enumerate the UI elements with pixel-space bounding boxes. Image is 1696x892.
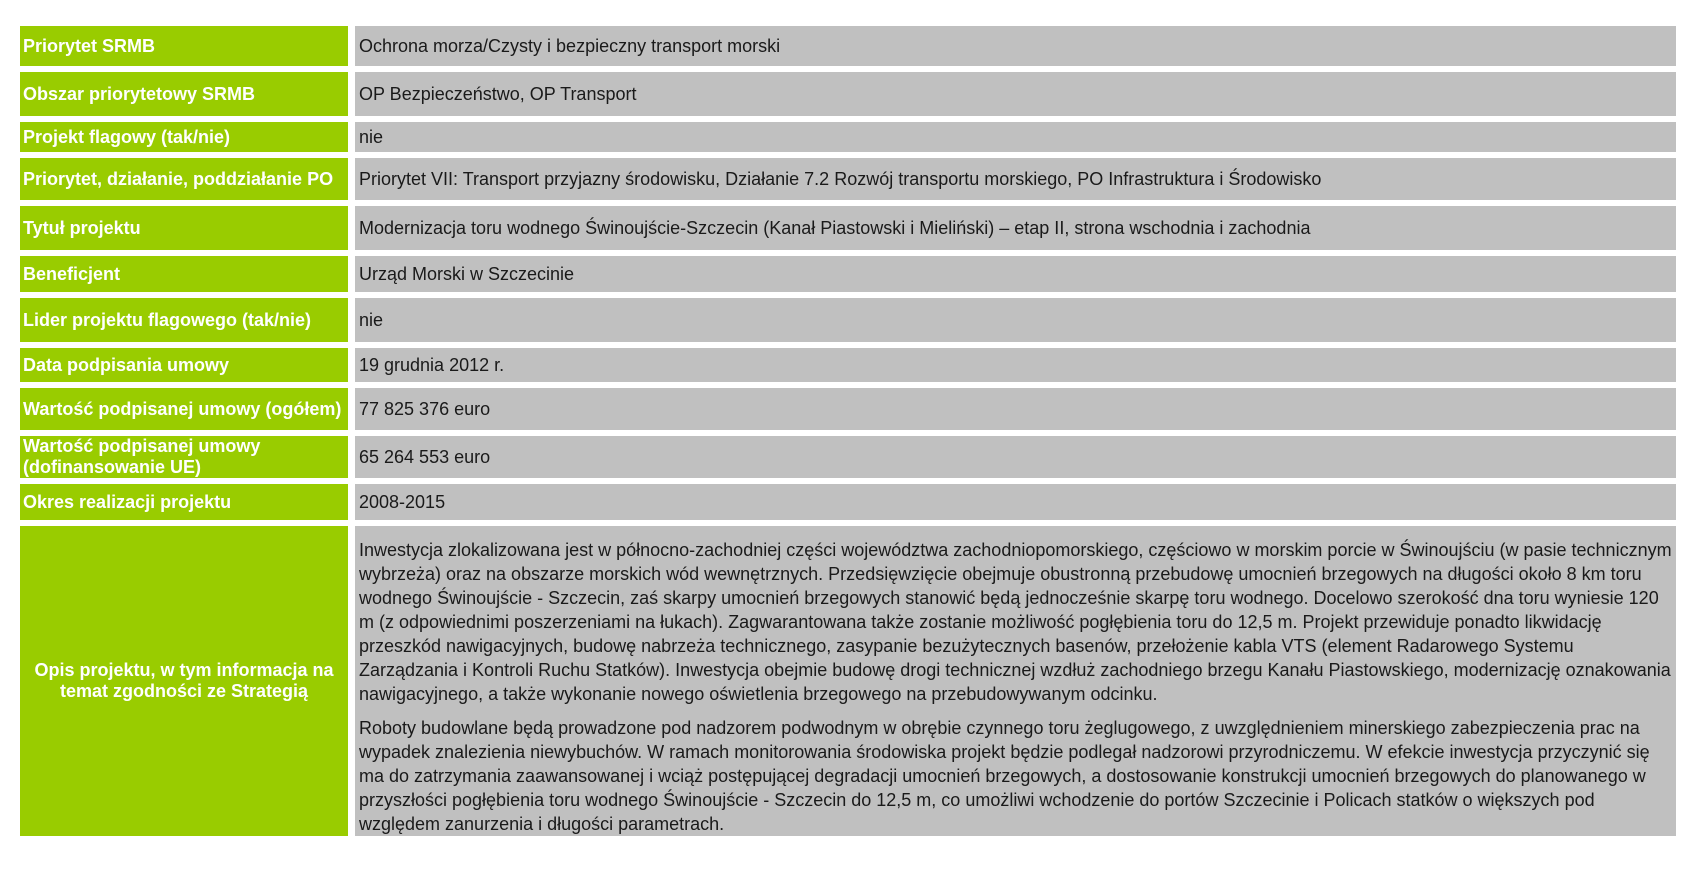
- row-value: 2008-2015: [355, 484, 1676, 520]
- row-value: Modernizacja toru wodnego Świnoujście-Szczecin (Kanał Piastowski i Mieliński) – etap II, strona wschodnia i zachodnia: [355, 206, 1676, 250]
- row-label: Priorytet SRMB: [20, 26, 348, 66]
- row-wartosc-dofinansowanie: [20, 436, 1676, 478]
- row-label: Lider projektu flagowego (tak/nie): [20, 298, 348, 342]
- row-label: Okres realizacji projektu: [20, 484, 348, 520]
- row-beneficjent: [20, 256, 1676, 292]
- row-opis-projektu: [20, 526, 1676, 836]
- description-paragraph: Inwestycja zlokalizowana jest w północno-zachodniej części województwa zachodniopomorskiego, częściowo w morskim porcie w Świnoujściu (w pasie technicznym wybrzeża) oraz na obszarze morskich wód wewnętrznych. Przedsięwzięcie obejmuje obustronną przebudowę umocnień brzegowych na długości około 8 km toru wodnego Świnoujście - Szczecin, zaś skarpy umocnień brzegowych stanowić będą jednocześnie skarpę toru wodnego. Docelowo szerokość dna toru wyniesie 120 m (z odpowiednimi poszerzeniami na łukach). Zagwarantowana także zostanie możliwość pogłębienia toru do 12,5 m. Projekt przewiduje ponadto likwidację przeszkód nawigacyjnych, budowę nabrzeża technicznego, zasypanie bezużytecznych basenów, przełożenie kabla VTS (element Radarowego Systemu Zarządzania i Kontroli Ruchu Statków). Inwestycja obejmie budowę drogi technicznej wzdłuż zachodniego brzegu Kanału Piastowskiego, modernizację oznakowania nawigacyjnego, a także wykonanie nowego oświetlenia brzegowego na przebudowywanym odcinku.: [359, 540, 1672, 704]
- description-body: [355, 526, 1676, 836]
- description-paragraph: Roboty budowlane będą prowadzone pod nadzorem podwodnym w obrębie czynnego toru żeglugowego, z uwzględnieniem minerskiego zabezpieczenia prac na wypadek znalezienia niewybuchów. W ramach monitorowania środowiska projekt będzie podlegał nadzorowi przyrodniczemu. W efekcie inwestycja przyczynić się ma do zatrzymania zaawansowanej i wciąż postępującej degradacji umocnień brzegowych, a dostosowanie konstrukcji umocnień brzegowych do planowanego w przyszłości pogłębienia toru wodnego Świnoujście - Szczecin do 12,5 m, co umożliwi wchodzenie do portów Szczecinie i Policach statków o większych pod względem zanurzenia i długości parametrach.: [359, 718, 1650, 834]
- row-label: Priorytet, działanie, poddziałanie PO: [20, 158, 348, 200]
- row-value: nie: [355, 122, 1676, 152]
- row-obszar-priorytetowy: [20, 72, 1676, 116]
- row-label: Wartość podpisanej umowy (dofinansowanie UE): [20, 436, 348, 478]
- row-wartosc-ogolem: [20, 388, 1676, 430]
- row-value: Priorytet VII: Transport przyjazny środowisku, Działanie 7.2 Rozwój transportu morskiego, PO Infrastruktura i Środowisko: [355, 158, 1676, 200]
- row-priorytet-srmb: [20, 26, 1676, 66]
- row-label: Projekt flagowy (tak/nie): [20, 122, 348, 152]
- row-value: 65 264 553 euro: [355, 436, 1676, 478]
- row-okres-realizacji: [20, 484, 1676, 520]
- row-lider-projektu: [20, 298, 1676, 342]
- description-label: Opis projektu, w tym informacja na temat zgodności ze Strategią: [20, 526, 348, 836]
- row-data-podpisania: [20, 348, 1676, 382]
- row-value: OP Bezpieczeństwo, OP Transport: [355, 72, 1676, 116]
- row-value: Ochrona morza/Czysty i bezpieczny transport morski: [355, 26, 1676, 66]
- row-value: Urząd Morski w Szczecinie: [355, 256, 1676, 292]
- row-value: 19 grudnia 2012 r.: [355, 348, 1676, 382]
- project-info-table: [20, 26, 1676, 842]
- row-label: Data podpisania umowy: [20, 348, 348, 382]
- row-label: Tytuł projektu: [20, 206, 348, 250]
- row-projekt-flagowy: [20, 122, 1676, 152]
- row-label: Obszar priorytetowy SRMB: [20, 72, 348, 116]
- row-priorytet-dzialanie: [20, 158, 1676, 200]
- row-value: nie: [355, 298, 1676, 342]
- row-value: 77 825 376 euro: [355, 388, 1676, 430]
- row-tytul-projektu: [20, 206, 1676, 250]
- row-label: Wartość podpisanej umowy (ogółem): [20, 388, 348, 430]
- row-label: Beneficjent: [20, 256, 348, 292]
